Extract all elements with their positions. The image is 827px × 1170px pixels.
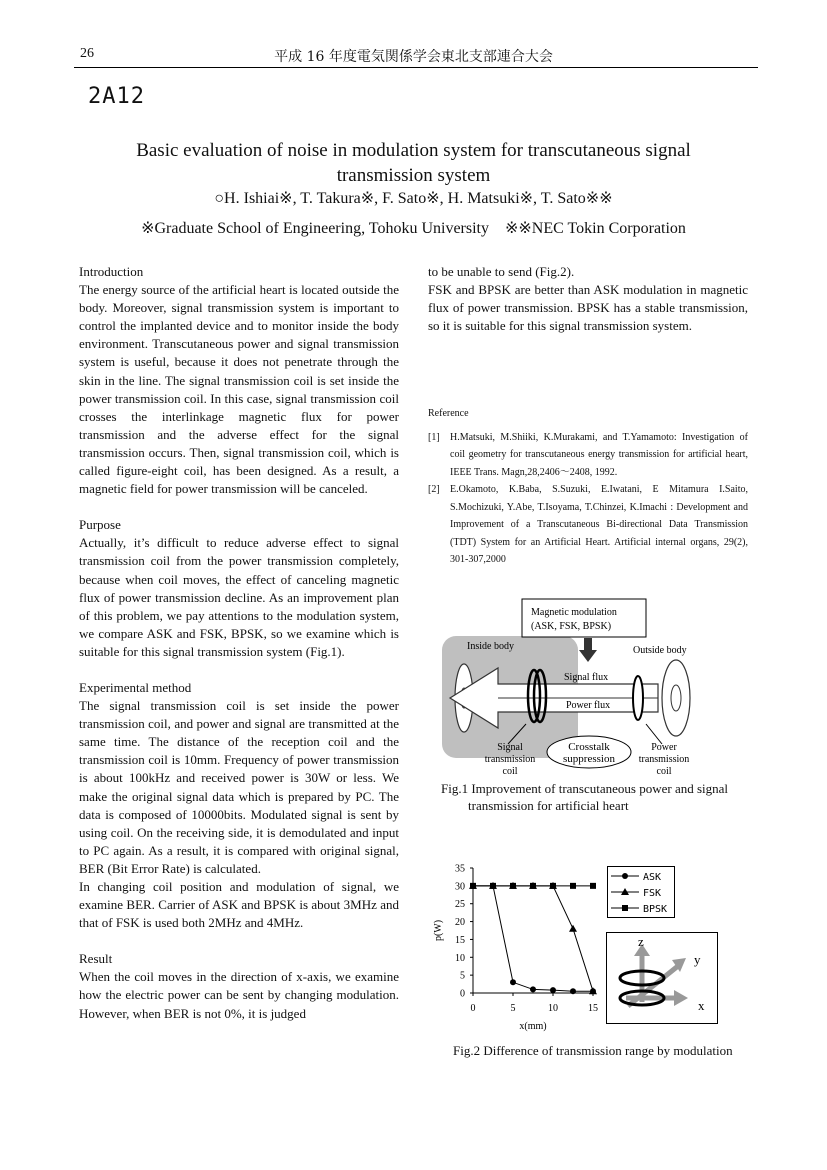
modulation-box-label-2: (ASK, FSK, BPSK) (531, 621, 612, 632)
conference-title: 平成 16 年度電気関係学会東北支部連合大会 (274, 49, 553, 65)
page-number: 26 (80, 46, 94, 61)
point-ask (550, 987, 556, 993)
figure-1-caption (441, 780, 761, 814)
references-heading: Reference (428, 408, 469, 419)
figure-1-caption-line-1: Fig.1 Improvement of transcutaneous power and signal (441, 781, 729, 796)
header-rule (74, 67, 758, 68)
legend-label-fsk: FSK (643, 888, 662, 899)
y-tick-label: 15 (455, 934, 465, 946)
crosstalk-label-2: suppression (563, 753, 615, 765)
point-ask (530, 986, 536, 992)
power-coil-label-1: Power (651, 742, 677, 753)
point-ask (510, 979, 516, 985)
power-coil-label-3: coil (656, 766, 672, 777)
modulation-box-label-1: Magnetic modulation (531, 607, 617, 618)
outside-body-label: Outside body (633, 645, 687, 656)
figure-2-chart (425, 860, 605, 1040)
signal-coil-label-3: coil (502, 766, 518, 777)
signal-flux-label: Signal flux (564, 672, 609, 683)
paper-title: Basic evaluation of noise in modulation system for transcutaneous signal transmission system (136, 140, 691, 186)
x-tick-label: 0 (470, 1003, 476, 1014)
paper-code: 2A12 (88, 84, 145, 109)
x-tick-label: 5 (510, 1003, 516, 1014)
y-axis-3d-label: y (694, 952, 701, 967)
method-heading: Experimental method (79, 679, 192, 695)
signal-coil-label-2: transmission (484, 754, 536, 765)
purpose-text: Actually, it’s difficult to reduce adverse effect to signal transmission coil from the power transmission completely, because when coil moves, the effect of canceling magnetic flux of power transmission decline. As an improvement plan of this problem, we pay attentions to the modulation system, we compare ASK and FSK, BPSK, so we examine which is suitable for this signal transmission system (Fig.1). (79, 535, 399, 659)
axes-inset-diagram (606, 932, 718, 1024)
signal-coil-label-1: Signal (497, 742, 523, 753)
conclusion-text: FSK and BPSK are better than ASK modulation in magnetic flux of power transmission. BPSK has a stable transmission, so it is suitable for this signal transmission system. (428, 282, 748, 334)
chart-legend (607, 866, 675, 918)
point-ask (570, 988, 576, 994)
figure-2-caption: Fig.2 Difference of transmission range by modulation (453, 1043, 733, 1058)
method-text: The signal transmission coil is set inside the power transmission coil, and power and signal are transmitted at the same time. The distance of the reception coil and the transmission coil is 10mm. Frequency of power transmission is about 100kHz and received power is 30W or less. We make the original signal data which is prepared by PC. The data is composed of 10000bits. Modulated signal is sent by using coil. On the receiving side, it is demodulated and input to PC again. As a result, it is compared with original signal, BER (Bit Error Rate) is calculated. (79, 698, 399, 876)
legend-marker-ask (622, 873, 628, 879)
x-axis-label: x(mm) (519, 1021, 547, 1032)
y-tick-label: 25 (455, 899, 465, 911)
point-bpsk (590, 883, 596, 889)
point-bpsk (530, 883, 536, 889)
point-bpsk (490, 883, 496, 889)
introduction-text: The energy source of the artificial heart is located outside the body. Moreover, signal transmission system is important to control the implanted device and to monitor inside the body environment. Transcutaneous power and signal transmission system is useful, because it does not penetrate through the skin in the line. The signal transmission coil is set inside the power transmission coil. In this case, signal transmission coil crosses the interlinkage magnetic flux for power transmission and the adverse effect for the signal transmission occurs. Then, signal transmission coil, which is called figure-eight coil, has been designed. As a result, a magnetic field for power transmission will be canceled. (79, 282, 399, 497)
power-coil-label-2: transmission (638, 754, 690, 765)
point-bpsk (470, 883, 476, 889)
y-axis-label: p(W) (433, 919, 444, 942)
result-heading: Result (79, 951, 113, 967)
y-tick-label: 20 (455, 917, 465, 929)
x-tick-label: 15 (588, 1003, 598, 1014)
introduction-heading: Introduction (79, 264, 144, 279)
figure-1-diagram (440, 596, 760, 782)
z-axis-label: z (638, 934, 644, 949)
point-fsk (569, 925, 577, 932)
affiliation: ※Graduate School of Engineering, Tohoku University ※※NEC Tokin Corporation (141, 220, 686, 237)
point-bpsk (570, 883, 576, 889)
right-column (428, 263, 748, 335)
power-flux-label: Power flux (566, 700, 611, 711)
legend-label-ask: ASK (643, 872, 662, 883)
point-bpsk (550, 883, 556, 889)
y-tick-label: 35 (455, 863, 465, 875)
crosstalk-label-1: Crosstalk (568, 741, 610, 753)
legend-label-bpsk: BPSK (643, 904, 668, 915)
method-text-2: In changing coil position and modulation of signal, we examine BER. Carrier of ASK and BPSK is about 3MHz and that of FSK is used both 2MHz and 4MHz. (79, 879, 399, 931)
series-line-ask (473, 886, 593, 991)
result-text: When the coil moves in the direction of x-axis, we examine how the electric power can be sent by changing modulation. However, when BER is not 0%, it is judged (79, 969, 399, 1021)
y-tick-label: 0 (460, 988, 465, 1000)
modulation-arrow (584, 638, 592, 652)
y-tick-label: 5 (460, 970, 465, 982)
x-tick-label: 10 (548, 1003, 558, 1014)
y-tick-label: 10 (455, 952, 465, 964)
series-line-fsk (473, 886, 593, 991)
result-continued: to be unable to send (Fig.2). (428, 264, 575, 279)
left-column (79, 263, 399, 1023)
purpose-heading: Purpose (79, 517, 121, 533)
reference-item: [2] E.Okamoto, K.Baba, S.Suzuki, E.Iwatani, E Mitamura I.Saito, S.Mochizuki, Y.Abe, T.Isoyama, T.Chinzei, K.Imachi : Development and Improvement of a Transcutaneous Bi-directional Data Transmission (TDT) System for an Artificial Heart. Artificial internal organs, 29(2), 301-307,2000 (428, 484, 748, 565)
figure-1-caption-line-2: transmission for artificial heart (468, 798, 629, 813)
reference-item: [1] H.Matsuki, M.Shiiki, K.Murakami, and T.Yamamoto: Investigation of coil geometry for transcutaneous energy transmission for artificial heart, IEEE Trans. Magn,28,2406〜2408, 1992. (428, 431, 748, 478)
authors: ○H. Ishiai※, T. Takura※, F. Sato※, H. Matsuki※, T. Sato※※ (214, 190, 613, 207)
inside-body-label: Inside body (467, 641, 514, 652)
x-axis-3d-label: x (698, 998, 705, 1013)
legend-marker-bpsk (622, 905, 628, 911)
y-tick-label: 30 (455, 881, 465, 893)
point-bpsk (510, 883, 516, 889)
references (428, 405, 748, 569)
